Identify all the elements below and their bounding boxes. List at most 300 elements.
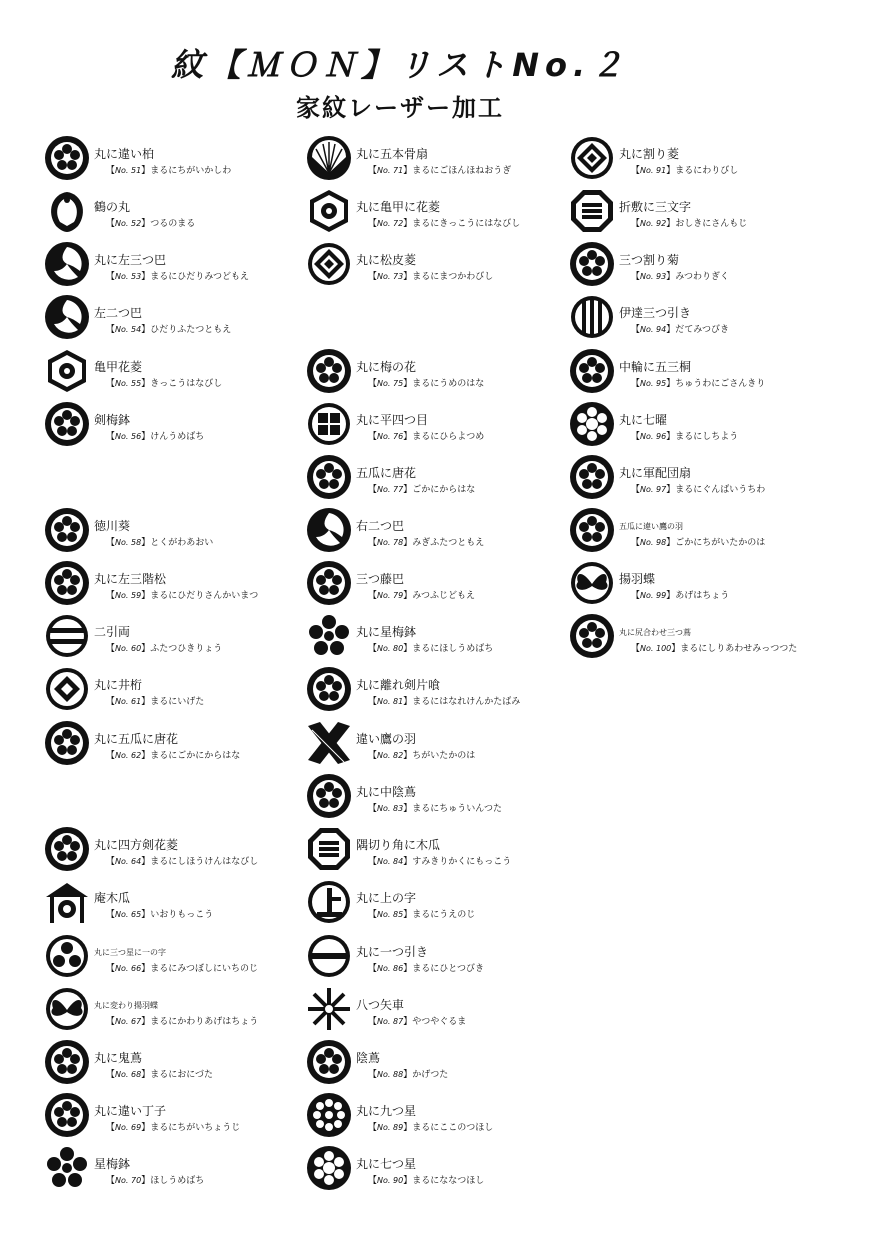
mon-entry — [44, 933, 314, 983]
mokko-icon — [569, 507, 615, 553]
mon-name: 丸に亀甲に花菱 — [356, 200, 441, 214]
mon-reading-line — [106, 1014, 258, 1027]
mon-name: 三つ藤巴 — [356, 572, 405, 586]
mon-reading-line — [106, 269, 249, 282]
bracket-close: 】 — [403, 964, 413, 974]
mon-entry — [44, 986, 314, 1036]
bracket-open: 【 — [368, 485, 378, 495]
mon-name: 丸に変わり揚羽蝶 — [94, 1001, 158, 1010]
mon-entry — [44, 188, 314, 238]
one-line-icon — [306, 933, 352, 979]
bracket-open: 【 — [368, 1123, 378, 1133]
mon-reading-line — [368, 854, 511, 867]
mon-name: 丸に梅の花 — [356, 360, 417, 374]
mon-entry — [306, 135, 576, 185]
mon-name: 丸に尻合わせ三つ蔦 — [619, 628, 691, 637]
mon-name: 伊達三つ引き — [619, 306, 692, 320]
bracket-close: 】 — [403, 432, 413, 442]
mon-reading: まるにごほんほねおうぎ — [412, 166, 512, 176]
mon-entry — [569, 348, 839, 398]
mon-entry — [44, 348, 314, 398]
mon-name: 丸に離れ剣片喰 — [356, 678, 441, 692]
butterfly-icon — [44, 986, 90, 1032]
mon-name: 亀甲花菱 — [94, 360, 143, 374]
mon-reading-line — [631, 482, 765, 495]
mon-reading: まるにおにづた — [150, 1070, 214, 1080]
mon-reading: まるにひだりさんかいまつ — [150, 591, 259, 601]
mon-reading-line — [368, 748, 475, 761]
tomoe-icon — [306, 507, 352, 553]
mon-reading: かげつた — [412, 1070, 449, 1080]
paulownia-icon — [569, 348, 615, 394]
plum-stars-icon — [44, 1145, 90, 1191]
bracket-close: 】 — [403, 751, 413, 761]
bracket-close: 】 — [403, 804, 413, 814]
mon-reading: みぎふたつともえ — [412, 538, 485, 548]
mon-entry — [306, 188, 576, 238]
mon-entry — [306, 613, 576, 663]
mon-number: No. 78 — [377, 538, 404, 547]
mon-reading-line — [631, 216, 747, 229]
mon-reading-line — [106, 961, 258, 974]
igeta-icon — [44, 666, 90, 712]
mon-entry — [306, 507, 576, 557]
bracket-open: 【 — [631, 219, 641, 229]
four-squares-icon — [306, 401, 352, 447]
mon-reading-line — [368, 163, 511, 176]
mon-reading: すみきりかくにもっこう — [412, 857, 512, 867]
bracket-open: 【 — [631, 166, 641, 176]
arrows-icon — [306, 986, 352, 1032]
bracket-close: 】 — [141, 910, 151, 920]
mon-reading-line — [106, 748, 240, 761]
bracket-close: 】 — [403, 1017, 413, 1027]
mon-name: 丸に軍配団扇 — [619, 466, 692, 480]
mon-reading-line — [368, 269, 493, 282]
mon-number: No. 100 — [640, 644, 672, 653]
mon-name: 五瓜に違い鷹の羽 — [619, 522, 683, 531]
mon-entry — [44, 507, 314, 557]
mon-reading-line — [631, 641, 797, 654]
mon-name: 五瓜に唐花 — [356, 466, 417, 480]
mon-reading-line — [106, 216, 195, 229]
mon-number: No. 93 — [640, 272, 667, 281]
mon-reading-line — [368, 801, 502, 814]
bracket-open: 【 — [106, 432, 116, 442]
mon-number: No. 62 — [115, 751, 142, 760]
feathers-icon — [306, 720, 352, 766]
bracket-close: 】 — [141, 591, 151, 601]
mon-reading-line — [106, 1067, 213, 1080]
mon-reading: まるにひらよつめ — [412, 432, 485, 442]
mon-entry — [306, 348, 576, 398]
mon-number: No. 81 — [377, 697, 404, 706]
mon-name: 徳川葵 — [94, 519, 131, 533]
bracket-open: 【 — [368, 751, 378, 761]
bracket-close: 】 — [403, 644, 413, 654]
bracket-open: 【 — [106, 751, 116, 761]
bracket-close: 】 — [141, 857, 151, 867]
mon-reading-line — [106, 163, 231, 176]
bracket-close: 】 — [141, 1070, 151, 1080]
mon-reading-line — [106, 588, 258, 601]
mon-reading: だてみつびき — [675, 325, 730, 335]
mon-number: No. 79 — [377, 591, 404, 600]
mon-name: 揚羽蝶 — [619, 572, 656, 586]
mon-reading-line — [368, 907, 475, 920]
mon-reading-line — [631, 269, 729, 282]
bracket-close: 】 — [403, 1176, 413, 1186]
seven-stars-icon — [306, 1145, 352, 1191]
mon-entry — [44, 1092, 314, 1142]
mon-reading: つるのまる — [150, 219, 196, 229]
mon-entry — [569, 135, 839, 185]
bracket-open: 【 — [368, 910, 378, 920]
butterfly-icon — [569, 560, 615, 606]
bracket-close: 】 — [141, 697, 151, 707]
mon-entry — [306, 1145, 576, 1195]
ivy-icon — [569, 613, 615, 659]
tomoe-icon — [44, 241, 90, 287]
clove-icon — [44, 1092, 90, 1138]
bracket-open: 【 — [368, 857, 378, 867]
plum-icon — [306, 348, 352, 394]
mon-reading: みつふじどもえ — [412, 591, 476, 601]
mon-number: No. 82 — [377, 751, 404, 760]
mon-name: 星梅鉢 — [94, 1157, 131, 1171]
mon-entry — [44, 560, 314, 610]
mon-reading: まるにきっこうにはなびし — [412, 219, 521, 229]
nine-stars-icon — [306, 1092, 352, 1138]
bracket-close: 】 — [403, 910, 413, 920]
ue-char-icon — [306, 879, 352, 925]
mon-reading-line — [368, 535, 484, 548]
mon-name: 丸に七曜 — [619, 413, 668, 427]
mon-name: 丸に違い柏 — [94, 147, 155, 161]
bracket-close: 】 — [141, 1017, 151, 1027]
bracket-open: 【 — [106, 964, 116, 974]
mon-entry — [44, 241, 314, 291]
bracket-open: 【 — [631, 644, 641, 654]
bracket-close: 】 — [141, 432, 151, 442]
bracket-close: 】 — [403, 538, 413, 548]
mon-entry — [569, 188, 839, 238]
mon-number: No. 94 — [640, 325, 667, 334]
mon-number: No. 77 — [377, 485, 404, 494]
mon-reading: まるにひだりみつどもえ — [150, 272, 250, 282]
mon-reading: まるにほしうめばち — [412, 644, 494, 654]
bracket-open: 【 — [106, 538, 116, 548]
bracket-close: 】 — [141, 1123, 151, 1133]
mon-reading: やつやぐるま — [412, 1017, 467, 1027]
mon-number: No. 61 — [115, 697, 142, 706]
mon-number: No. 51 — [115, 166, 142, 175]
bracket-open: 【 — [106, 857, 116, 867]
mon-entry — [569, 560, 839, 610]
mon-name: 丸に平四つ目 — [356, 413, 429, 427]
mon-number: No. 80 — [377, 644, 404, 653]
bracket-open: 【 — [106, 697, 116, 707]
bracket-close: 】 — [141, 379, 151, 389]
bracket-close: 】 — [141, 219, 151, 229]
mon-entry — [306, 560, 576, 610]
mon-number: No. 96 — [640, 432, 667, 441]
diamond-icon — [306, 241, 352, 287]
bracket-close: 】 — [403, 591, 413, 601]
mon-reading-line — [631, 376, 765, 389]
mon-reading-line — [106, 694, 204, 707]
mon-reading-line — [631, 535, 765, 548]
mon-entry — [569, 454, 839, 504]
mon-number: No. 59 — [115, 591, 142, 600]
mon-entry — [306, 773, 576, 823]
mon-name: 折敷に三文字 — [619, 200, 692, 214]
mon-entry — [306, 826, 576, 876]
mon-entry — [569, 241, 839, 291]
mon-reading-line — [368, 961, 484, 974]
mon-reading: きっこうはなびし — [150, 379, 223, 389]
bracket-open: 【 — [631, 272, 641, 282]
bracket-close: 】 — [141, 751, 151, 761]
mon-reading: とくがわあおい — [150, 538, 214, 548]
bracket-open: 【 — [631, 485, 641, 495]
mon-entry — [44, 826, 314, 876]
bracket-close: 】 — [666, 432, 676, 442]
bracket-close: 】 — [403, 219, 413, 229]
aoi-icon — [44, 507, 90, 553]
mon-entry — [44, 401, 314, 451]
bracket-open: 【 — [106, 591, 116, 601]
kashiwa-icon — [44, 135, 90, 181]
bracket-open: 【 — [106, 1123, 116, 1133]
chrysanthemum-icon — [569, 241, 615, 287]
bracket-open: 【 — [368, 219, 378, 229]
mon-number: No. 56 — [115, 432, 142, 441]
bracket-close: 】 — [141, 644, 151, 654]
bracket-open: 【 — [368, 1176, 378, 1186]
mon-entry — [306, 241, 576, 291]
bracket-close: 】 — [141, 272, 151, 282]
bracket-close: 】 — [666, 166, 676, 176]
mon-name: 丸に一つ引き — [356, 945, 429, 959]
mon-number: No. 95 — [640, 379, 667, 388]
mon-entry — [44, 879, 314, 929]
octagon-icon — [569, 188, 615, 234]
mon-name: 庵木瓜 — [94, 891, 131, 905]
mon-number: No. 88 — [377, 1070, 404, 1079]
mon-name: 剣梅鉢 — [94, 413, 131, 427]
mon-reading: まるにぐんばいうちわ — [675, 485, 766, 495]
mon-number: No. 86 — [377, 964, 404, 973]
mon-reading-line — [106, 907, 213, 920]
mon-reading: ほしうめばち — [150, 1176, 205, 1186]
plum-stars-icon — [306, 613, 352, 659]
bracket-close: 】 — [403, 379, 413, 389]
mokko-icon — [306, 454, 352, 500]
mon-reading: みつわりぎく — [675, 272, 730, 282]
mon-name: 八つ矢車 — [356, 998, 405, 1012]
mon-reading-line — [631, 163, 738, 176]
bracket-open: 【 — [106, 272, 116, 282]
bracket-close: 】 — [141, 166, 151, 176]
mon-entry — [44, 613, 314, 663]
mon-number: No. 71 — [377, 166, 404, 175]
mon-reading-line — [106, 854, 258, 867]
mon-reading-line — [106, 429, 204, 442]
bracket-close: 】 — [671, 644, 681, 654]
mon-entry — [44, 135, 314, 185]
mon-name: 丸に三つ星に一の字 — [94, 948, 166, 957]
bracket-open: 【 — [631, 432, 641, 442]
mon-reading: まるにここのつほし — [412, 1123, 494, 1133]
page-subtitle: 家紋レーザー加工 — [296, 94, 504, 122]
mon-name: 丸に松皮菱 — [356, 253, 417, 267]
mon-number: No. 90 — [377, 1176, 404, 1185]
mon-reading-line — [368, 694, 520, 707]
mon-number: No. 72 — [377, 219, 404, 228]
mon-entry — [44, 1039, 314, 1089]
mon-reading: まるにいげた — [150, 697, 205, 707]
mon-name: 丸に鬼蔦 — [94, 1051, 143, 1065]
mon-number: No. 58 — [115, 538, 142, 547]
bracket-open: 【 — [106, 644, 116, 654]
mokko-icon — [44, 720, 90, 766]
mon-name: 丸に四方剣花菱 — [94, 838, 179, 852]
mon-name: 丸に七つ星 — [356, 1157, 417, 1171]
flower-icon — [44, 826, 90, 872]
mon-reading-line — [106, 322, 231, 335]
diamond-icon — [569, 135, 615, 181]
mon-entry — [306, 986, 576, 1036]
mon-reading-line — [106, 641, 222, 654]
mon-number: No. 68 — [115, 1070, 142, 1079]
mon-number: No. 73 — [377, 272, 404, 281]
mon-reading: ひだりふたつともえ — [150, 325, 232, 335]
mon-number: No. 67 — [115, 1017, 142, 1026]
mon-number: No. 65 — [115, 910, 142, 919]
three-stars-icon — [44, 933, 90, 979]
bracket-close: 】 — [141, 1176, 151, 1186]
mon-number: No. 54 — [115, 325, 142, 334]
two-lines-icon — [44, 613, 90, 659]
mon-number: No. 69 — [115, 1123, 142, 1132]
mon-entry — [44, 1145, 314, 1195]
bracket-open: 【 — [368, 697, 378, 707]
bracket-close: 】 — [403, 697, 413, 707]
mon-number: No. 76 — [377, 432, 404, 441]
mon-name: 陰蔦 — [356, 1051, 381, 1065]
mon-number: No. 64 — [115, 857, 142, 866]
mon-name: 丸に違い丁子 — [94, 1104, 167, 1118]
mon-entry — [306, 1092, 576, 1142]
bracket-open: 【 — [368, 379, 378, 389]
hexagon-icon — [44, 348, 90, 394]
bracket-close: 】 — [666, 219, 676, 229]
mon-entry — [569, 507, 839, 557]
mon-reading: いおりもっこう — [150, 910, 214, 920]
mon-name: 丸に左三階松 — [94, 572, 167, 586]
mon-number: No. 98 — [640, 538, 667, 547]
mon-name: 丸に上の字 — [356, 891, 417, 905]
bracket-open: 【 — [106, 325, 116, 335]
bracket-open: 【 — [106, 219, 116, 229]
bracket-open: 【 — [631, 538, 641, 548]
mon-number: No. 52 — [115, 219, 142, 228]
mon-entry — [569, 294, 839, 344]
bracket-close: 】 — [403, 485, 413, 495]
hexagon-icon — [306, 188, 352, 234]
seven-stars-icon — [569, 401, 615, 447]
mon-reading: まるにしりあわせみっつつた — [680, 644, 798, 654]
mon-name: 丸に割り菱 — [619, 147, 680, 161]
mon-entry — [44, 666, 314, 716]
bracket-open: 【 — [106, 1017, 116, 1027]
ivy-icon — [44, 1039, 90, 1085]
mon-number: No. 99 — [640, 591, 667, 600]
mon-number: No. 92 — [640, 219, 667, 228]
mon-reading: まるにわりびし — [675, 166, 739, 176]
mon-reading: ごかにちがいたかのは — [675, 538, 766, 548]
mon-reading-line — [368, 641, 493, 654]
bracket-close: 】 — [666, 538, 676, 548]
bracket-close: 】 — [403, 1070, 413, 1080]
mon-name: 丸に井桁 — [94, 678, 143, 692]
mon-name: 右二つ巴 — [356, 519, 405, 533]
bracket-close: 】 — [666, 379, 676, 389]
wisteria-icon — [306, 560, 352, 606]
mon-entry — [569, 613, 839, 663]
bracket-open: 【 — [106, 1176, 116, 1186]
bracket-close: 】 — [141, 964, 151, 974]
mon-name: 丸に星梅鉢 — [356, 625, 417, 639]
mon-entry — [306, 879, 576, 929]
bracket-close: 】 — [666, 272, 676, 282]
mon-reading: ごかにからはな — [412, 485, 476, 495]
mon-name: 隅切り角に木瓜 — [356, 838, 441, 852]
mon-name: 左二つ巴 — [94, 306, 143, 320]
mon-reading-line — [631, 588, 729, 601]
mon-number: No. 60 — [115, 644, 142, 653]
mon-reading-line — [631, 429, 738, 442]
mon-reading: まるにちがいちょうじ — [150, 1123, 241, 1133]
mon-reading: まるにかわりあげはちょう — [150, 1017, 259, 1027]
bracket-close: 】 — [403, 166, 413, 176]
mon-entry — [44, 294, 314, 344]
bracket-open: 【 — [106, 166, 116, 176]
mon-reading: けんうめばち — [150, 432, 205, 442]
mon-number: No. 53 — [115, 272, 142, 281]
mon-number: No. 66 — [115, 964, 142, 973]
mon-reading: ちゅうわにごさんきり — [675, 379, 766, 389]
octagon-icon — [306, 826, 352, 872]
mon-reading-line — [368, 429, 484, 442]
bracket-close: 】 — [666, 325, 676, 335]
mon-reading: まるにしちよう — [675, 432, 739, 442]
mon-reading: まるにひとつびき — [412, 964, 485, 974]
mon-reading: まるにうえのじ — [412, 910, 476, 920]
mon-entry — [44, 720, 314, 770]
mon-reading-line — [368, 482, 475, 495]
mon-reading-line — [368, 376, 484, 389]
ivy-outline-icon — [306, 1039, 352, 1085]
mon-name: 中輪に五三桐 — [619, 360, 692, 374]
bracket-close: 】 — [666, 591, 676, 601]
mon-name: 鶴の丸 — [94, 200, 131, 214]
mon-reading: ふたつひきりょう — [150, 644, 223, 654]
page-title: 紋【ＭＯＮ】リストNo.２ — [170, 46, 630, 84]
hut-icon — [44, 879, 90, 925]
bracket-open: 【 — [368, 804, 378, 814]
